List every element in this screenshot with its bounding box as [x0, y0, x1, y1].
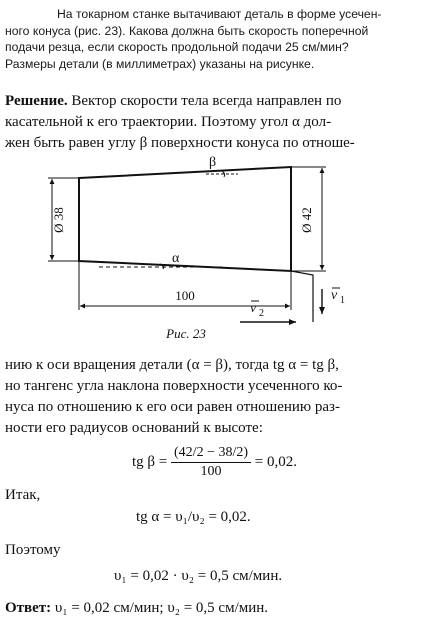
- answer-label: Ответ:: [5, 600, 52, 616]
- dim-right-label: Ø 42: [299, 207, 314, 233]
- poetomu-text: Поэтому: [5, 542, 61, 558]
- solution-line-1-text: Вектор скорости тела всегда направлен по: [67, 93, 342, 109]
- formula-tg-beta-lhs: tg β =: [132, 453, 168, 470]
- problem-line-2: ного конуса (рис. 23). Какова должна быть скорость поперечной: [5, 23, 369, 38]
- angle-beta-label: β: [209, 155, 217, 170]
- formula-v1: υ₁ = 0,02 · υ₂ = 0,5 см/мин.: [114, 568, 283, 584]
- dim-left-label: Ø 38: [51, 207, 66, 233]
- cone-outline: [79, 167, 291, 271]
- solution-line-5: но тангенс угла наклона поверхности усеченного ко-: [5, 378, 343, 394]
- solution-line-3: жен быть равен углу β поверхности конуса по отноше-: [5, 135, 355, 151]
- v2-subscript: 2: [259, 308, 264, 319]
- figure-caption: Рис. 23: [166, 326, 206, 341]
- dim-length-label: 100: [175, 288, 195, 303]
- formula-denominator: 100: [200, 464, 222, 479]
- solution-label: Решение.: [5, 93, 68, 109]
- v1-label: v: [331, 288, 338, 303]
- cutter-tool: [291, 271, 313, 322]
- formula-numerator: (42/2 − 38/2): [171, 445, 251, 463]
- formula-tg-beta-rhs: = 0,02.: [254, 453, 297, 470]
- formula-fraction: [171, 445, 251, 480]
- solution-line-7: ности его радиусов оснований к высоте:: [5, 420, 263, 436]
- problem-line-1: На токарном станке вытачивают деталь в форме усечен-: [57, 7, 382, 21]
- v1-subscript: 1: [340, 295, 345, 306]
- itak-text: Итак,: [5, 487, 41, 503]
- solution-line-6: нуса по отношению к его оси равен отношению раз-: [5, 399, 340, 415]
- answer-line: [5, 598, 419, 619]
- answer-text: υ₁ = 0,02 см/мин; υ₂ = 0,5 см/мин.: [51, 600, 269, 616]
- solution-line-4: нию к оси вращения детали (α = β), тогда tg α = tg β,: [5, 357, 339, 373]
- problem-line-4: Размеры детали (в миллиметрах) указаны на рисунке.: [5, 56, 315, 71]
- angle-alpha-label: α: [172, 251, 180, 266]
- formula-tg-alpha: tg α = υ₁/υ₂ = 0,02.: [136, 509, 251, 525]
- formula-tg-beta: [132, 445, 297, 480]
- problem-line-3: подачи резца, если скорость продольной подачи 25 см/мин?: [5, 40, 349, 55]
- solution-line-2: касательной к его траектории. Поэтому угол α дол-: [5, 114, 332, 130]
- v2-label: v: [250, 301, 257, 316]
